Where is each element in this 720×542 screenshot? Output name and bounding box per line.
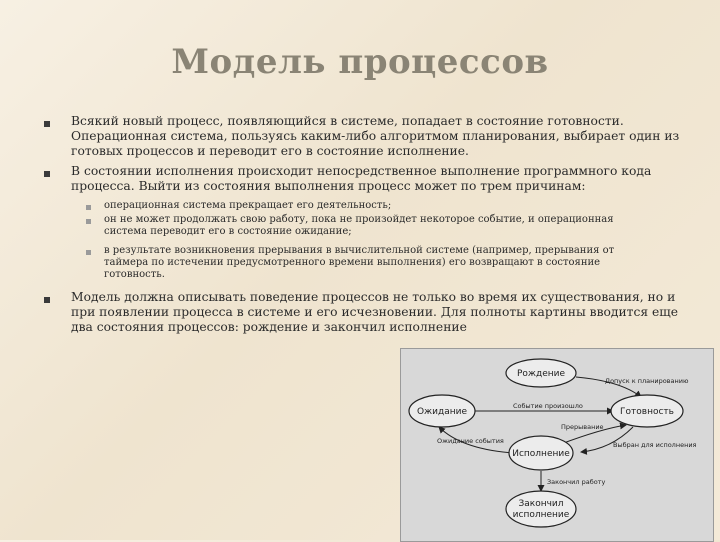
bullet-1-line-3: готовых процессов и переводит его в состояние исполнение.	[71, 144, 469, 158]
subbullet-marker	[86, 219, 91, 224]
edge-wait-event-label: Ожидание события	[437, 437, 504, 445]
node-running-label: Исполнение	[512, 449, 570, 459]
bullet-marker	[44, 121, 50, 127]
edge-exit-label: Закончил работу	[547, 478, 606, 486]
bullet-1-text	[71, 114, 711, 159]
node-waiting-label: Ожидание	[416, 407, 468, 417]
node-finished-label-1: Закончил	[518, 499, 564, 509]
process-state-diagram	[400, 348, 714, 542]
bullet-2-text	[71, 164, 711, 194]
node-finished	[506, 491, 576, 527]
page-title: Модель процессов	[171, 42, 549, 82]
subbullet-2-line-2: система переводит его в состояние ожидание;	[104, 226, 352, 237]
subbullet-marker	[86, 205, 91, 210]
subbullet-1-line-1: операционная система прекращает его деятельность;	[104, 200, 392, 211]
bullet-3-line-1: Модель должна описывать поведение процессов не только во время их существования, но и	[71, 290, 676, 304]
node-birth-label: Рождение	[516, 369, 566, 379]
edge-event-happened-label: Событие произошло	[513, 402, 583, 410]
bullet-3-line-3: два состояния процессов: рождение и закончил исполнение	[71, 320, 467, 334]
edge-interrupt-label: Прерывание	[561, 423, 604, 431]
bullet-marker	[44, 171, 50, 177]
edge-dispatch-label: Выбран для исполнения	[613, 441, 697, 449]
edge-admit-label: Допуск к планированию	[605, 377, 689, 385]
bullet-3-text	[71, 290, 711, 335]
bullet-2-line-2: процесса. Выйти из состояния выполнения процесс может по трем причинам:	[71, 179, 586, 193]
state-diagram-svg	[401, 349, 713, 541]
subbullet-3-text	[104, 245, 704, 281]
subbullet-2-line-1: он не может продолжать свою работу, пока не произойдет некоторое событие, и операционная	[104, 214, 614, 225]
node-finished-label-2: исполнение	[512, 510, 570, 520]
bullet-marker	[44, 297, 50, 303]
bullet-2-line-1: В состоянии исполнения происходит непосредственное выполнение программного кода	[71, 164, 652, 178]
bullet-3-line-2: при появлении процесса в системе и его исчезновении. Для полноты картины вводится еще	[71, 305, 679, 319]
subbullet-3-line-1: в результате возникновения прерывания в вычислительной системе (например, прерывания от	[104, 245, 615, 256]
node-ready-label: Готовность	[620, 407, 674, 417]
bullet-1-line-2: Операционная система, пользуясь каким-либо алгоритмом планирования, выбирает один из	[71, 129, 680, 143]
subbullet-2-text	[104, 214, 704, 238]
subbullet-3-line-2: таймера по истечении предусмотренного времени выполнения) его возвращают в состояние	[104, 257, 601, 268]
subbullet-3-line-3: готовность.	[104, 269, 165, 280]
subbullet-marker	[86, 250, 91, 255]
bullet-1-line-1: Всякий новый процесс, появляющийся в системе, попадает в состояние готовности.	[71, 114, 624, 128]
subbullet-1-text	[104, 200, 704, 212]
